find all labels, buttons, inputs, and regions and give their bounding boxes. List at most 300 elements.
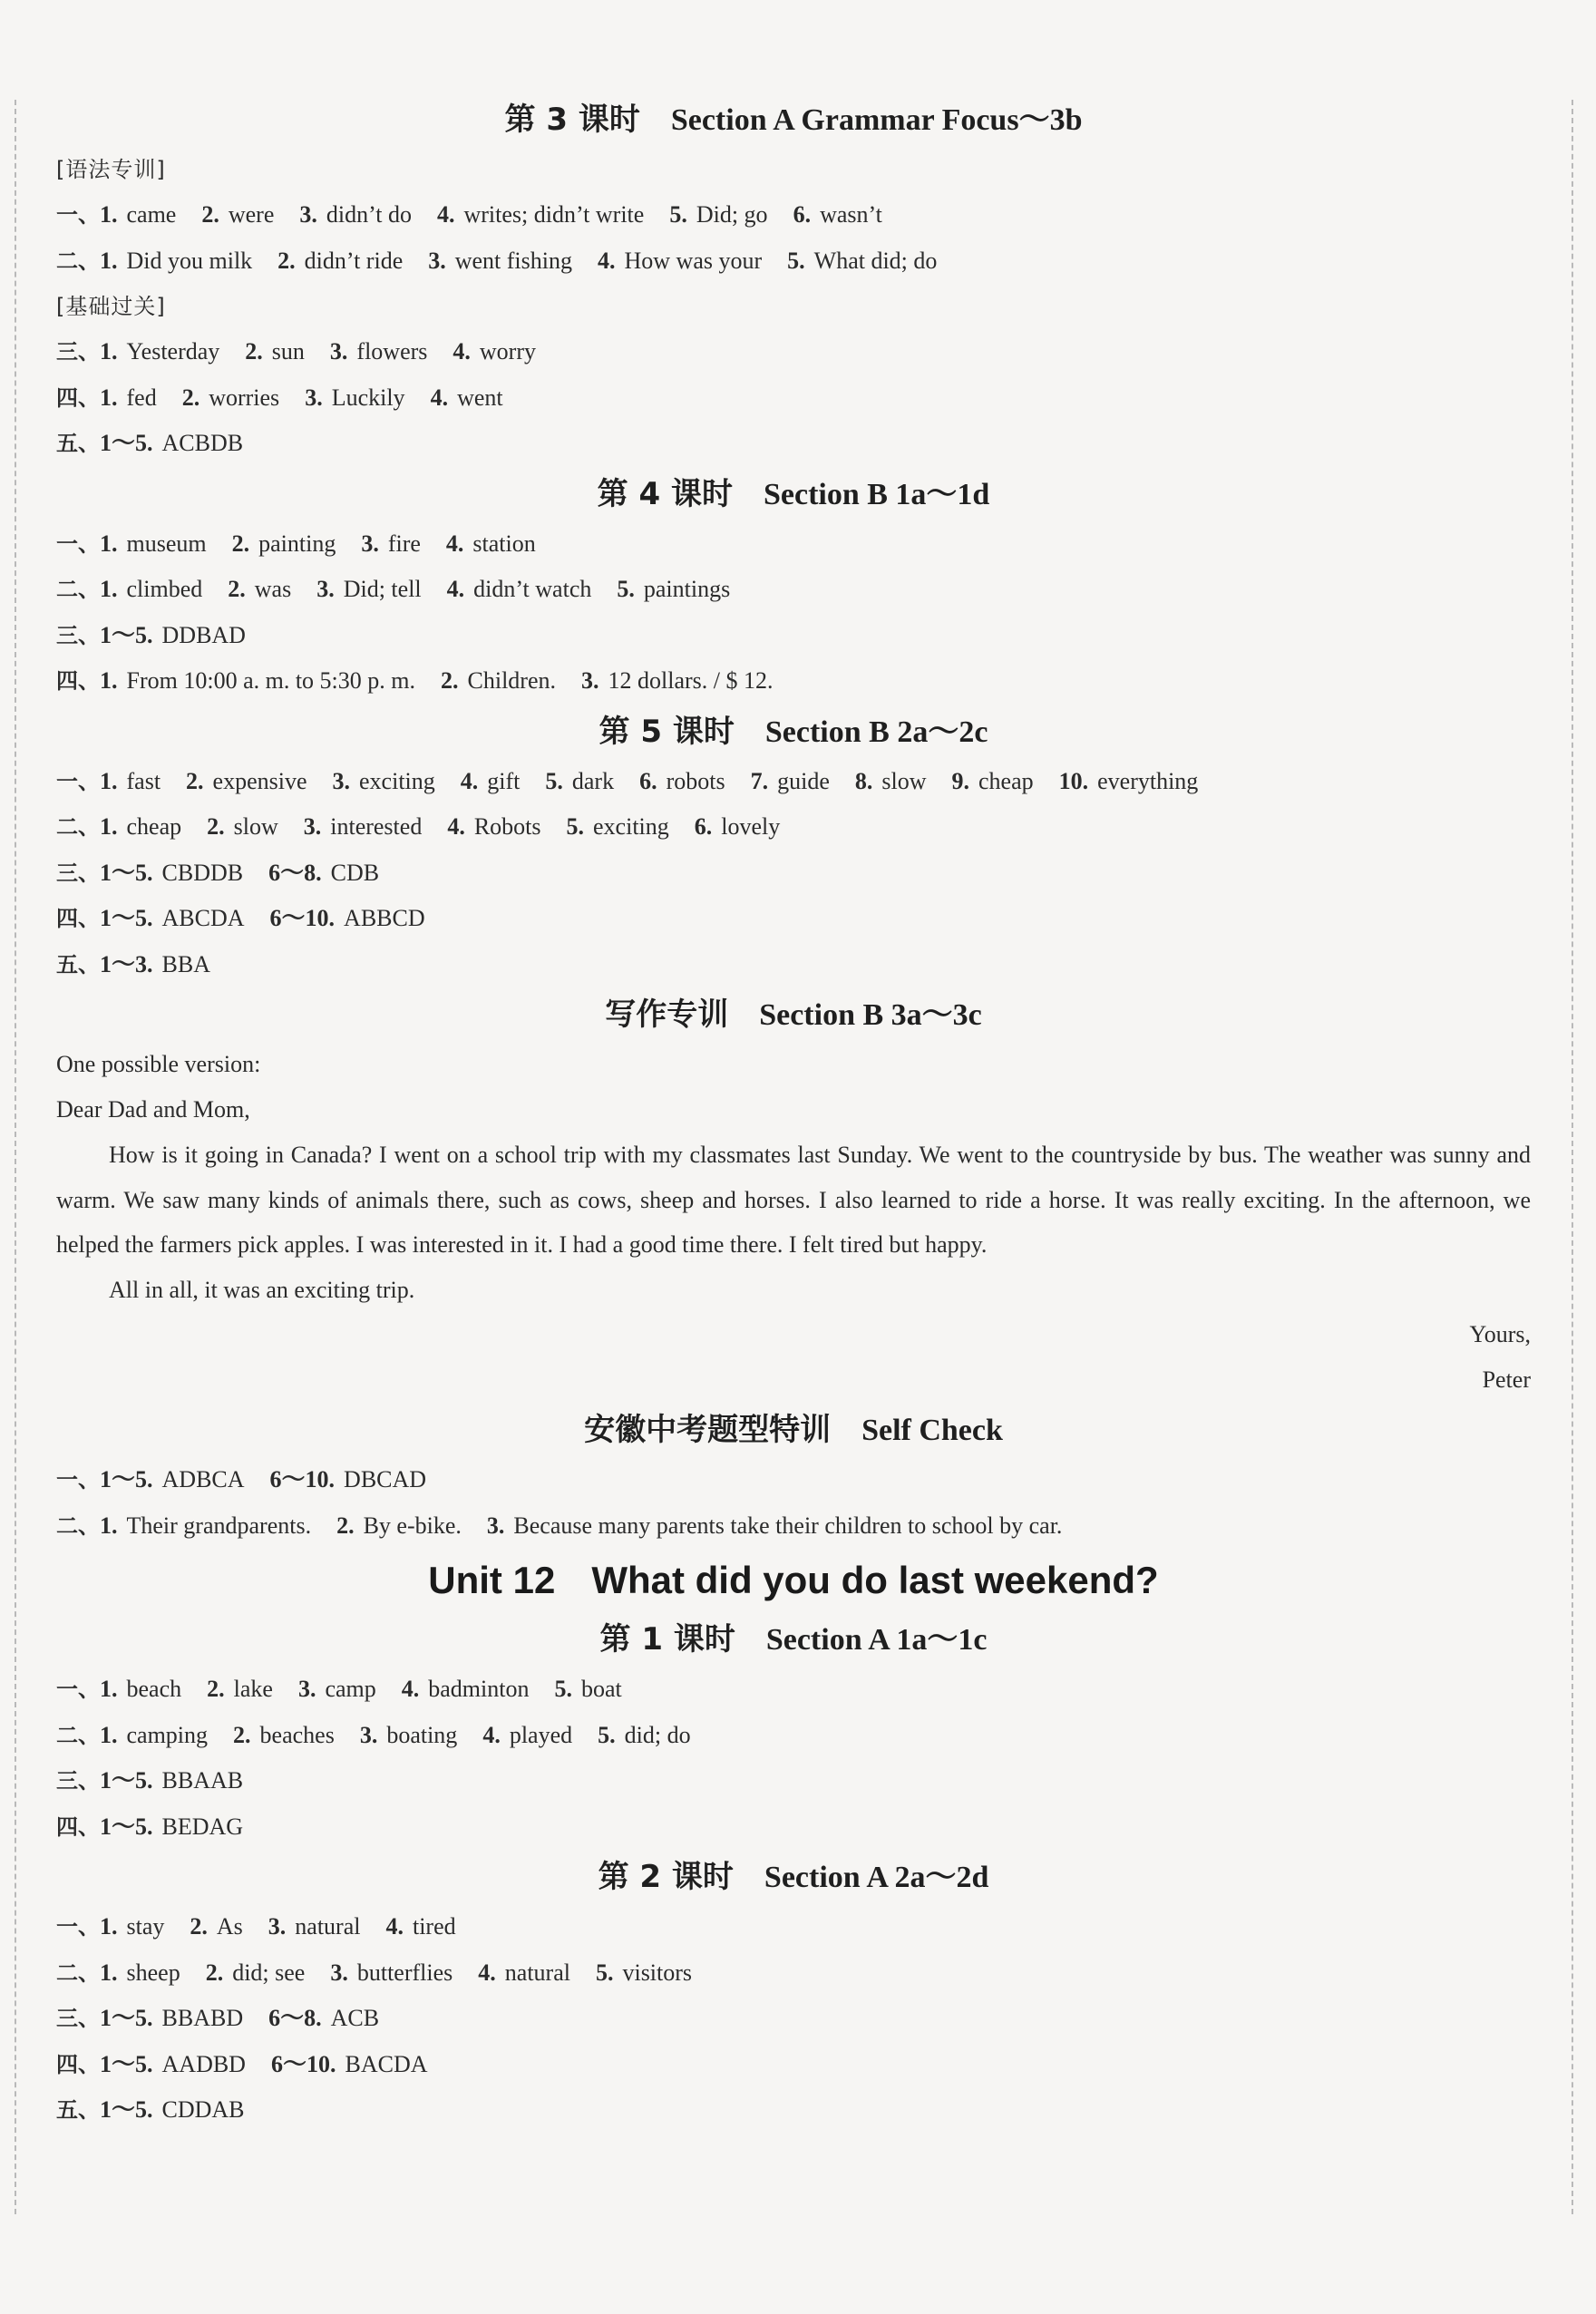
answer-item (330, 1950, 453, 1997)
question-group-label: 一、 (56, 1467, 100, 1492)
answer-row (56, 1503, 1531, 1550)
subsection-tag: [语法专训] (56, 157, 166, 182)
answer-item (695, 804, 781, 851)
question-group-label: 一、 (56, 1914, 100, 1940)
answer-number: 2. (205, 1959, 224, 1986)
answer-number: 1～5. (100, 1813, 153, 1840)
answer-item (336, 1503, 462, 1550)
answer-number: 5. (617, 576, 635, 602)
section-lesson-4 (56, 467, 1531, 705)
answer-item (100, 1758, 243, 1804)
answer-item (447, 804, 540, 851)
answer-item (428, 238, 572, 285)
section-heading (56, 987, 1531, 1042)
answer-row (56, 1667, 1531, 1713)
answer-number: 5. (787, 247, 805, 274)
answer-text: Luckily (331, 384, 405, 411)
answer-text: dark (571, 767, 615, 794)
answer-text: interested (330, 813, 423, 840)
answer-item (201, 192, 274, 238)
answer-text: worries (209, 384, 280, 411)
answer-item (277, 238, 403, 285)
answer-text: camping (126, 1721, 209, 1748)
section-heading (56, 1612, 1531, 1667)
answer-item (271, 2042, 428, 2088)
answer-number: 1～5. (100, 1466, 153, 1492)
answer-text: station (472, 530, 536, 557)
answer-text: went fishing (454, 247, 572, 274)
answer-item (268, 1904, 361, 1950)
answer-text: slow (881, 767, 927, 794)
answer-item (437, 192, 644, 238)
answer-text: ADBCA (161, 1466, 245, 1492)
answer-number: 6～10. (269, 905, 336, 931)
writing-paragraph-2: All in all, it was an exciting trip. (109, 1276, 415, 1303)
answer-number: 4. (453, 338, 471, 365)
answer-item (100, 567, 202, 613)
answer-number: 5. (598, 1721, 616, 1748)
answer-item (100, 521, 207, 568)
heading-en: Self Check (861, 1414, 1003, 1447)
answer-item (100, 1904, 164, 1950)
answer-item (100, 896, 245, 942)
question-group-label: 三、 (56, 339, 100, 365)
answer-text: fed (126, 384, 157, 411)
answer-text: What did; do (813, 247, 938, 274)
answer-text: didn’t watch (473, 576, 592, 602)
answer-item (100, 658, 415, 705)
answer-text: guide (777, 767, 830, 794)
answer-number: 3. (297, 1676, 316, 1702)
writing-closing: Yours, (1469, 1321, 1531, 1347)
answer-item (298, 1667, 376, 1713)
answer-text: were (228, 201, 275, 228)
answer-number: 4. (430, 384, 449, 411)
answer-number: 1. (100, 338, 118, 365)
answer-item (360, 1713, 458, 1759)
answer-row (56, 2087, 1531, 2134)
answer-number: 4. (482, 1721, 501, 1748)
answer-item (447, 567, 592, 613)
answer-item (100, 1804, 243, 1851)
answer-number: 2. (190, 1913, 208, 1940)
answer-text: was (254, 576, 292, 602)
answer-number: 4. (460, 767, 479, 794)
answer-text: camp (325, 1676, 376, 1702)
answer-number: 4. (437, 201, 455, 228)
answer-text: played (509, 1721, 573, 1748)
answer-number: 4. (385, 1913, 404, 1940)
answer-item (855, 759, 927, 805)
answer-item (100, 421, 243, 467)
answer-text: badminton (428, 1676, 530, 1702)
question-group-label: 三、 (56, 860, 100, 886)
answer-text: did; do (624, 1721, 691, 1748)
section-heading (56, 467, 1531, 521)
answer-item (554, 1667, 621, 1713)
answer-number: 1～5. (100, 1767, 153, 1794)
heading-cn: 第 1 课时 (599, 1621, 735, 1658)
answer-number: 5. (566, 813, 585, 840)
answer-item (316, 567, 421, 613)
question-group-label: 五、 (56, 2097, 100, 2123)
answer-row (56, 2042, 1531, 2088)
question-group-label: 四、 (56, 668, 100, 694)
answer-text: wasn’t (820, 201, 882, 228)
answer-number: 3. (305, 384, 323, 411)
answer-item (100, 1503, 311, 1550)
answer-text: stay (126, 1913, 165, 1940)
answer-number: 1～5. (100, 859, 153, 886)
answer-text: slow (233, 813, 278, 840)
answer-text: natural (504, 1959, 570, 1986)
answer-item (330, 329, 427, 375)
answer-row (56, 421, 1531, 467)
question-group-label: 一、 (56, 768, 100, 794)
answer-item (232, 521, 336, 568)
answer-number: 7. (750, 767, 769, 794)
answer-item (1059, 759, 1199, 805)
question-group-label: 一、 (56, 1677, 100, 1702)
answer-number: 1～5. (100, 2050, 153, 2077)
answer-item (446, 521, 536, 568)
answer-number: 4. (447, 813, 465, 840)
answer-text: went (457, 384, 503, 411)
answer-text: butterflies (356, 1959, 453, 1986)
answer-item (639, 759, 725, 805)
answer-number: 6. (694, 813, 713, 840)
heading-en: Section A 1a～1c (765, 1623, 988, 1657)
answer-row (56, 375, 1531, 422)
answer-number: 5. (554, 1676, 572, 1702)
answer-item (207, 1667, 273, 1713)
answer-item (598, 1713, 690, 1759)
answer-number: 2. (336, 1512, 355, 1539)
answer-text: robots (666, 767, 725, 794)
answer-text: BBA (161, 950, 210, 977)
answer-number: 6. (639, 767, 657, 794)
answer-number: 3. (303, 813, 322, 840)
section-heading (56, 1850, 1531, 1904)
answer-text: As (216, 1913, 243, 1940)
answer-text: CBDDB (161, 859, 244, 886)
answer-item (478, 1950, 570, 1997)
heading-cn: 安徽中考题型特训 (584, 1412, 832, 1448)
answer-number: 5. (545, 767, 563, 794)
answer-text: beach (126, 1676, 182, 1702)
answer-row (56, 851, 1531, 897)
answer-item (751, 759, 830, 805)
answer-number: 5. (669, 201, 687, 228)
answer-item (951, 759, 1033, 805)
answer-item (787, 238, 937, 285)
question-group-label: 二、 (56, 1959, 100, 1986)
answer-number: 3. (361, 530, 379, 557)
heading-cn: 第 3 课时 (504, 102, 640, 138)
answer-item (206, 1950, 306, 1997)
answer-text: Did; tell (343, 576, 422, 602)
answer-row (56, 329, 1531, 375)
answer-text: DBCAD (344, 1466, 427, 1492)
heading-en: Section B 2a～2c (764, 715, 988, 749)
answer-row (56, 759, 1531, 805)
answer-item (268, 1996, 379, 2042)
answer-item (482, 1713, 572, 1759)
answer-number: 1～5. (100, 2005, 153, 2031)
answer-number: 6～10. (270, 2050, 336, 2077)
answer-item (233, 1713, 335, 1759)
question-group-label: 四、 (56, 906, 100, 931)
answer-number: 3. (332, 767, 351, 794)
section-unit12-lesson-1 (56, 1612, 1531, 1850)
answer-item (268, 851, 379, 897)
answer-text: CDB (330, 859, 380, 886)
answer-number: 2. (186, 767, 204, 794)
answer-number: 6～8. (268, 859, 322, 886)
answer-number: 3. (486, 1512, 505, 1539)
answer-number: 4. (446, 576, 465, 602)
section-lesson-3 (56, 92, 1531, 467)
answer-item (385, 1904, 455, 1950)
answer-number: 6～10. (269, 1466, 336, 1492)
question-group-label: 二、 (56, 577, 100, 602)
answer-text: did; see (232, 1959, 306, 1986)
answer-number: 6. (793, 201, 812, 228)
answer-row (56, 1904, 1531, 1950)
answer-text: ABBCD (344, 905, 425, 931)
answer-text: Because many parents take their children to school by car. (513, 1512, 1063, 1539)
answer-item (305, 375, 404, 422)
answer-text: lake (233, 1676, 273, 1702)
answer-row (56, 804, 1531, 851)
answer-text: gift (487, 767, 521, 794)
answer-item (545, 759, 614, 805)
answer-item (100, 1950, 180, 1997)
answer-number: 2. (181, 384, 200, 411)
answer-number: 1. (100, 576, 118, 602)
answer-number: 2. (245, 338, 263, 365)
answer-text: ABCDA (161, 905, 245, 931)
heading-cn: 第 5 课时 (598, 713, 735, 750)
answer-number: 2. (207, 1676, 225, 1702)
answer-item (100, 2042, 246, 2088)
answer-text: CDDAB (161, 2096, 245, 2123)
question-group-label: 一、 (56, 202, 100, 228)
answer-row (56, 238, 1531, 285)
answer-row (56, 658, 1531, 705)
question-group-label: 三、 (56, 622, 100, 648)
answer-text: expensive (212, 767, 307, 794)
answer-row (56, 1996, 1531, 2042)
answer-number: 3. (299, 201, 317, 228)
answer-text: DDBAD (161, 621, 246, 648)
answer-number: 1. (100, 1959, 118, 1986)
unit-heading (56, 1549, 1531, 1612)
answer-item (598, 238, 762, 285)
answer-row (56, 942, 1531, 988)
question-group-label: 二、 (56, 1512, 100, 1539)
answer-item (100, 759, 161, 805)
section-heading (56, 1403, 1531, 1457)
answer-number: 3. (316, 576, 335, 602)
answer-item (402, 1667, 530, 1713)
heading-cn: 写作专训 (605, 997, 729, 1033)
answer-item (100, 192, 176, 238)
heading-cn: 第 2 课时 (598, 1859, 734, 1895)
answer-number: 1. (100, 813, 118, 840)
answer-text: painting (258, 530, 336, 557)
section-lesson-5 (56, 705, 1531, 988)
question-group-label: 二、 (56, 248, 100, 274)
section-heading (56, 705, 1531, 759)
answer-text: fire (387, 530, 421, 557)
answer-item (567, 804, 669, 851)
answer-number: 1～5. (100, 2096, 153, 2123)
answer-number: 1～3. (100, 950, 153, 977)
answer-number: 2. (277, 247, 296, 274)
answer-text: cheap (978, 767, 1034, 794)
answer-row (56, 896, 1531, 942)
answer-number: 1. (100, 767, 118, 794)
answer-row (56, 1758, 1531, 1804)
answer-number: 4. (478, 1959, 496, 1986)
answer-number: 1. (100, 201, 118, 228)
answer-number: 10. (1058, 767, 1089, 794)
answer-item (431, 375, 503, 422)
question-group-label: 五、 (56, 951, 100, 977)
answer-text: writes; didn’t write (463, 201, 645, 228)
answer-number: 1～5. (100, 430, 153, 456)
section-unit12-lesson-2 (56, 1850, 1531, 2134)
answer-item (100, 1457, 245, 1503)
answer-item (100, 1996, 243, 2042)
heading-en: Section A Grammar Focus～3b (670, 103, 1083, 137)
answer-number: 2. (207, 813, 225, 840)
answer-number: 3. (359, 1721, 378, 1748)
heading-cn: 第 4 课时 (597, 475, 733, 512)
answer-item (190, 1904, 242, 1950)
section-heading (56, 92, 1531, 147)
answer-item (182, 375, 279, 422)
answer-number: 4. (445, 530, 464, 557)
question-group-label: 三、 (56, 2006, 100, 2031)
answer-text: sun (271, 338, 305, 365)
answer-text: visitors (622, 1959, 693, 1986)
answer-number: 2. (201, 201, 219, 228)
answer-number: 1. (100, 667, 118, 694)
unit-title: What did you do last weekend? (591, 1559, 1159, 1601)
answer-text: cheap (126, 813, 182, 840)
question-group-label: 二、 (56, 814, 100, 840)
answer-text: BACDA (345, 2050, 428, 2077)
answer-row (56, 192, 1531, 238)
answer-row (56, 1950, 1531, 1997)
answer-row (56, 521, 1531, 568)
question-group-label: 四、 (56, 2051, 100, 2077)
answer-number: 4. (598, 247, 616, 274)
answer-text: BEDAG (161, 1813, 244, 1840)
answer-number: 2. (231, 530, 250, 557)
question-group-label: 四、 (56, 1813, 100, 1840)
answer-number: 3. (428, 247, 446, 274)
answer-text: came (126, 201, 177, 228)
answer-number: 3. (330, 1959, 348, 1986)
answer-text: tired (412, 1913, 456, 1940)
answer-text: exciting (359, 767, 435, 794)
answer-text: By e-bike. (363, 1512, 462, 1539)
answer-text: BBABD (161, 2005, 244, 2031)
answer-number: 1～5. (100, 621, 153, 648)
answer-number: 3. (329, 338, 348, 365)
answer-text: Robots (473, 813, 541, 840)
answer-text: museum (126, 530, 207, 557)
right-margin-rule (1572, 100, 1573, 2214)
writing-signature: Peter (1482, 1366, 1531, 1393)
answer-item (100, 375, 157, 422)
answer-item (100, 1713, 208, 1759)
answer-text: sheep (126, 1959, 180, 1986)
answer-number: 1. (100, 1721, 118, 1748)
question-group-label: 五、 (56, 431, 100, 456)
writing-paragraph-1: How is it going in Canada? I went on a school trip with my classmates last Sunday. We went to the countryside by bus. The weather was sunny and warm. We saw many kinds of animals there, such as cows, sheep and horses. I also learned to ride a horse. It was really exciting. In the afternoon, we helped the farmers pick apples. I was interested in it. I had a good time there. I felt tired but happy. (56, 1142, 1531, 1258)
question-group-label: 一、 (56, 530, 100, 557)
answer-item (100, 329, 219, 375)
answer-item (207, 804, 278, 851)
answer-number: 1. (100, 530, 118, 557)
answer-text: BBAAB (161, 1767, 244, 1794)
question-group-label: 二、 (56, 1722, 100, 1748)
answer-text: Children. (467, 667, 556, 694)
answer-item (793, 192, 882, 238)
answer-item (361, 521, 421, 568)
answer-item (270, 896, 425, 942)
answer-number: 3. (268, 1913, 287, 1940)
answer-item (453, 329, 536, 375)
answer-page (56, 92, 1531, 2134)
answer-item (596, 1950, 692, 1997)
left-margin-rule (15, 100, 16, 2214)
answer-item (333, 759, 435, 805)
answer-item (304, 804, 423, 851)
answer-text: flowers (356, 338, 428, 365)
answer-item (100, 2087, 245, 2134)
answer-text: everything (1097, 767, 1199, 794)
answer-item (100, 613, 246, 659)
answer-item (100, 804, 181, 851)
answer-item (441, 658, 556, 705)
answer-text: 12 dollars. / $ 12. (608, 667, 774, 694)
answer-number: 1. (100, 1676, 118, 1702)
answer-text: didn’t ride (304, 247, 404, 274)
answer-number: 4. (401, 1676, 420, 1702)
answer-item (186, 759, 307, 805)
answer-item (299, 192, 412, 238)
answer-number: 1. (100, 1512, 118, 1539)
answer-row (56, 567, 1531, 613)
answer-item (100, 238, 252, 285)
answer-row (56, 613, 1531, 659)
writing-intro: One possible version: (56, 1051, 261, 1077)
answer-text: ACB (330, 2005, 380, 2031)
answer-item (270, 1457, 427, 1503)
answer-item (581, 658, 774, 705)
question-group-label: 四、 (56, 384, 100, 411)
answer-number: 2. (441, 667, 459, 694)
answer-item (228, 567, 291, 613)
answer-text: Did; go (696, 201, 768, 228)
answer-text: paintings (643, 576, 731, 602)
question-group-label: 三、 (56, 1768, 100, 1794)
